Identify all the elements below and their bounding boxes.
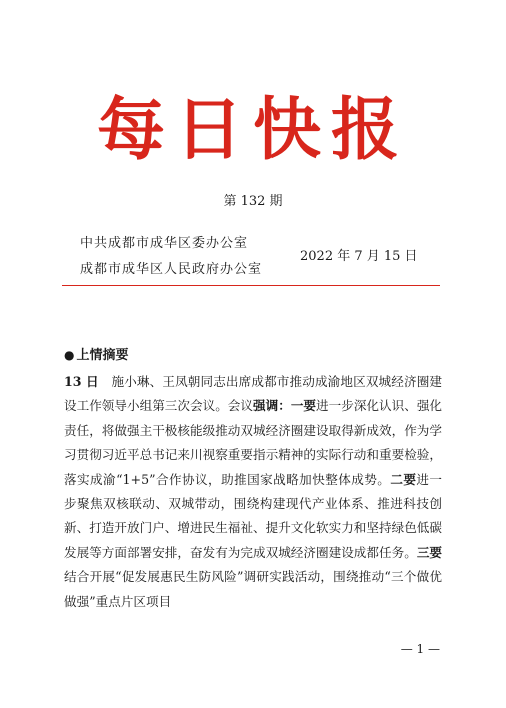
paragraph-emphasis-1: 强调：一要 [253, 398, 317, 414]
paragraph-text-2: 进一步深化认识、强化责任，将做强主干极核能级推动双城经济圈建设取得新成效，作为学习贯彻习近平总书记来川视察重要指示精神的实际行动和重要检验，落实成渝“1+5”合作协议，助推国家战略加快整体成势。 [64, 398, 443, 487]
paragraph-text-1: 施小琳、王凤朝同志出席成都市推动成渝地区双城经济圈建设工作领导小组第三次会议。会议 [64, 374, 443, 414]
section-title: 上情摘要 [76, 348, 129, 363]
paragraph-text-4: 结合开展“促发展惠民生防风险”调研实践活动，围绕推动“三个做优做强”重点片区项目 [64, 569, 442, 609]
issuer-party-office: 中共成都市成华区委办公室 [80, 236, 249, 251]
issue-number: 第 132 期 [223, 194, 283, 209]
paragraph-text-3: 进一步聚焦双核联动、双城带动，围绕构建现代产业体系、推进科技创新、打造开放门户、增进民生福祉、提升文化软实力和坚持绿色低碳发展等方面部署安排，奋发有为完成双城经济圈建设成都任务。 [64, 471, 443, 560]
page-number [0, 642, 506, 656]
header-divider [62, 285, 440, 286]
issue-date: 2022 年 7 月 15 日 [300, 249, 418, 264]
bullet-icon: ● [64, 348, 75, 362]
page-number-text: — 1 — [400, 642, 440, 656]
masthead-title: 每日快报 [96, 90, 409, 170]
summary-paragraph [64, 370, 442, 614]
section-heading [64, 344, 129, 363]
issuer-government-office: 成都市成华区人民政府办公室 [80, 262, 263, 277]
paragraph-emphasis-2: 二要 [390, 471, 417, 487]
paragraph-emphasis-3: 三要 [416, 544, 443, 560]
paragraph-day: 13 日 [64, 374, 99, 389]
